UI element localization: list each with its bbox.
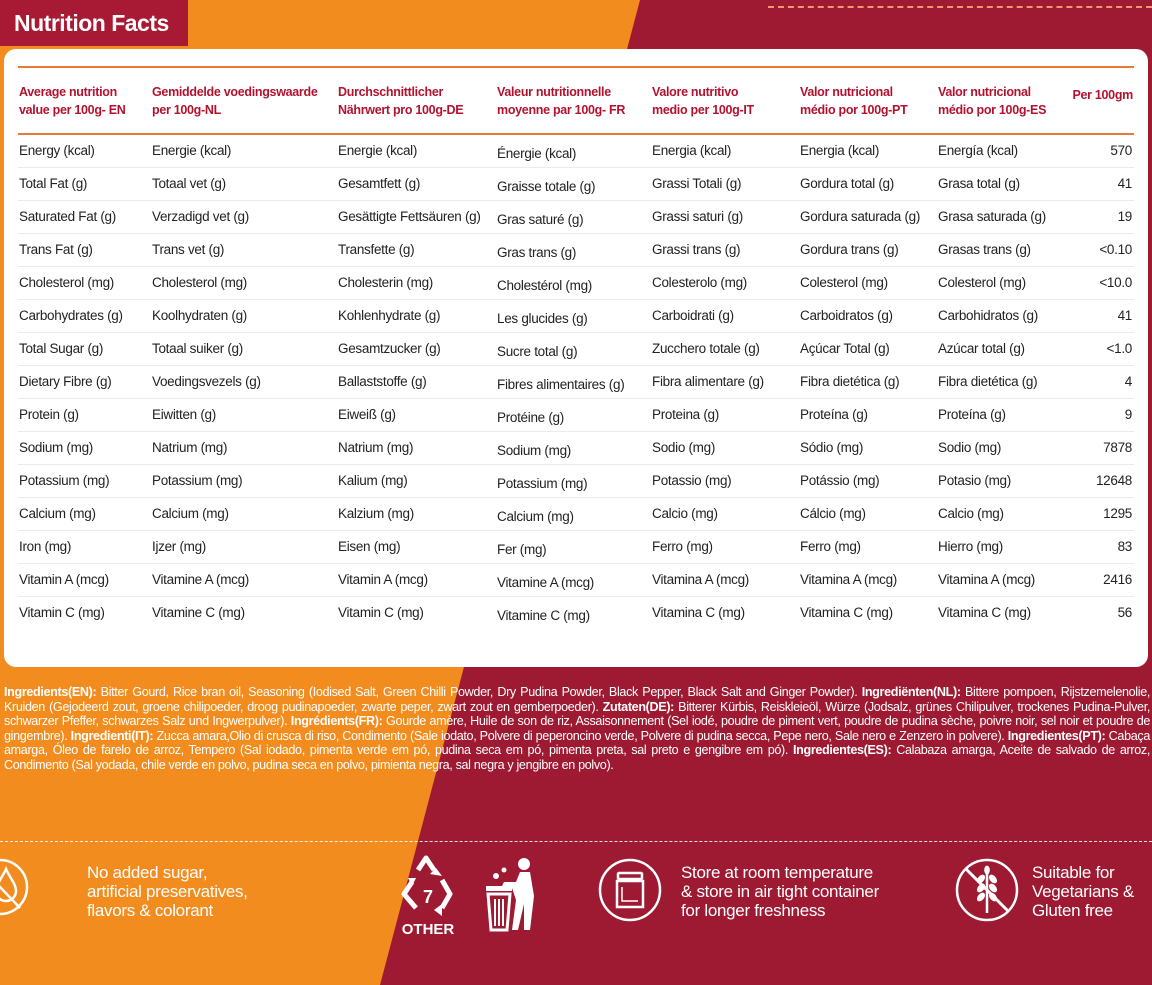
label-cell: Vitamina C (mg) [938,605,1031,621]
no-wheat-icon [954,857,1020,923]
value-cell: 4 [1061,365,1134,398]
label-cell: Cholestérol (mg) [496,266,651,299]
value-cell: 12648 [1061,464,1134,497]
label-cell: Sucre total (g) [496,332,651,365]
label-cell: Azúcar total (g) [937,332,1061,365]
label-cell: Vitamine A (mcg) [151,563,337,596]
feature-line: artificial preservatives, [87,882,248,901]
label-cell: Natrium (mg) [151,431,337,464]
container-icon [597,857,663,923]
feature-line: & store in air tight container [681,882,879,901]
feature-line: Vegetarians & [1032,882,1134,901]
ingredients-list: Gourde amère, Huile de son de riz, Assaisonnement (Sel iodé, poudre de piment vert, poudre de pudina sèche, poivre noir, sel noir et poudre de gingembre). [4,714,1150,743]
table-row [18,200,1134,233]
label-cell: Gesamtzucker (g) [337,332,496,365]
label-cell: Calcio (mg) [937,497,1061,530]
label-cell: Dietary Fibre (g) [18,365,151,398]
label-cell: Vitamin A (mcg) [18,563,151,596]
label-cell: Proteina (g) [651,398,799,431]
label-cell: Grasa saturada (g) [937,200,1061,233]
ingredients-text [4,685,1150,773]
label-cell: Ballaststoffe (g) [337,365,496,398]
label-cell: Gras trans (g) [496,233,651,266]
label-cell: Vitamin C (mg) [338,605,424,621]
column-header-line: médio por 100g-ES [938,102,1047,117]
table-row [18,596,1134,629]
table-row [18,233,1134,266]
ingredients-label: Ingredientes(ES): [792,743,892,758]
label-cell: Potasio (mg) [937,464,1061,497]
label-cell: Energy (kcal) [18,134,151,167]
table-row [18,365,1134,398]
label-cell: Energie (kcal) [151,134,337,167]
column-header-line: Per 100gm [1072,88,1133,102]
label-cell: Gesättigte Fettsäuren (g) [337,200,496,233]
label-cell: Vitamin A (mcg) [337,563,496,596]
label-cell: Gordura total (g) [799,167,937,200]
table-row [18,530,1134,563]
column-header-line: value per 100g- EN [19,102,126,117]
page-title: Nutrition Facts [0,0,188,46]
column-header [651,67,799,134]
ingredients-list: Bittere pompoen, Rijstzemelenolie, Kruiden (Gejodeerd zout, groene chilipoeder, droog pudinapoeder, zwarte peper, zwart zout en gemberpoeder). [4,685,1151,714]
label-cell: Énergie (kcal) [496,134,651,167]
value-cell: 2416 [1061,563,1134,596]
label-cell: Eiweiß (g) [337,398,496,431]
column-header [799,67,937,134]
column-header-line: Valor nutricional [800,84,893,99]
value-cell: 19 [1061,200,1134,233]
label-cell: Proteína (g) [799,398,937,431]
label-cell: Sódio (mg) [799,431,937,464]
label-cell: Carboidrati (g) [651,299,799,332]
column-header-line: Gemiddelde voedingswaarde [152,84,318,99]
label-cell: Fibra dietética (g) [799,365,937,398]
label-cell: Natrium (mg) [337,431,496,464]
label-cell: Potassio (mg) [651,464,799,497]
column-header-line: médio por 100g-PT [800,102,908,117]
label-cell: Grasa total (g) [937,167,1061,200]
label-cell: Vitamina A (mcg) [937,563,1061,596]
label-cell: Carbohidratos (g) [937,299,1061,332]
label-cell: Fibra dietética (g) [937,365,1061,398]
ingredients-list: Cabaça amarga, Óleo de farelo de arroz, Tempero (Sal iodado, pimenta verde em pó, pudina seca em pó, pimenta preta, sal preto e gengibre em pó). [4,728,1150,758]
divider [0,841,1152,842]
ingredients-list: Bitter Gourd, Rice bran oil, Seasoning (Iodised Salt, Green Chilli Powder, Dry Pudina Powder, Black Pepper, Black Salt and Ginger Powder). [96,685,862,699]
label-cell: Energie (kcal) [337,134,496,167]
column-header-line: Valor nutricional [938,84,1031,99]
label-cell: Protéine (g) [496,398,651,431]
label-cell: Proteína (g) [937,398,1061,431]
value-cell: <1.0 [1061,332,1134,365]
label-cell: Hierro (mg) [937,530,1061,563]
label-cell: Calcium (mg) [496,497,651,530]
label-cell: Gordura saturada (g) [799,200,937,233]
label-cell: Gras saturé (g) [496,200,651,233]
label-cell: Vitamine C (mg) [497,608,590,624]
label-cell: Sodium (mg) [18,431,151,464]
label-cell: Verzadigd vet (g) [151,200,337,233]
label-cell: Vitamine C (mg) [152,605,245,621]
column-header [337,67,496,134]
label-cell: Iron (mg) [18,530,151,563]
value-cell: 9 [1061,398,1134,431]
column-header-line: per 100g-NL [152,102,221,117]
ingredients-label: Ingredients(EN): [4,685,97,699]
label-cell: Carbohydrates (g) [18,299,151,332]
label-cell: Saturated Fat (g) [18,200,151,233]
label-cell: Sodium (mg) [496,431,651,464]
label-cell: Kalium (mg) [337,464,496,497]
feature-line: Suitable for [1032,863,1115,882]
label-cell: Fibra alimentare (g) [651,365,799,398]
label-cell: Ijzer (mg) [151,530,337,563]
suitable-text [1032,863,1134,920]
no-drop-icon [0,856,28,912]
label-cell: Fer (mg) [496,530,651,563]
table-row [18,134,1134,167]
column-header [151,67,337,134]
table-row [18,266,1134,299]
no-added-sugar-text [87,863,248,920]
table-row [18,431,1134,464]
column-header [937,67,1061,134]
value-cell: 56 [1117,605,1132,621]
feature-line: No added sugar, [87,863,208,882]
label-cell: Les glucides (g) [496,299,651,332]
recycle-number: 7 [422,887,434,907]
value-cell: 41 [1061,167,1134,200]
label-cell: Trans vet (g) [151,233,337,266]
label-cell: Vitamina A (mcg) [799,563,937,596]
table-row [18,167,1134,200]
value-cell: 1295 [1061,497,1134,530]
label-cell: Energia (kcal) [651,134,799,167]
label-cell: Cholesterol (mg) [151,266,337,299]
label-cell: Potássio (mg) [799,464,937,497]
table-row [18,332,1134,365]
table-row [18,464,1134,497]
label-cell: Totaal suiker (g) [151,332,337,365]
label-cell: Calcio (mg) [651,497,799,530]
label-cell: Grassi trans (g) [651,233,799,266]
table-row [18,299,1134,332]
value-cell: 7878 [1061,431,1134,464]
label-cell: Kohlenhydrate (g) [337,299,496,332]
label-cell: Gesamtfett (g) [337,167,496,200]
label-cell: Eiwitten (g) [151,398,337,431]
value-cell: 83 [1061,530,1134,563]
column-header [496,67,651,134]
label-cell: Carboidratos (g) [799,299,937,332]
label-cell: Cálcio (mg) [799,497,937,530]
column-header-line: medio per 100g-IT [652,102,754,117]
label-cell: Ferro (mg) [799,530,937,563]
label-cell: Vitamina C (mg) [800,605,893,621]
recycle-label: OTHER [401,921,455,938]
dashed-rule [768,6,1152,8]
label-cell: Energia (kcal) [799,134,937,167]
column-header-line: Valore nutritivo [652,84,739,99]
label-cell: Vitamina C (mg) [652,605,745,621]
nutrition-table-card [4,49,1148,667]
label-cell: Graisse totale (g) [496,167,651,200]
ingredients-list: Calabaza amarga, Aceite de salvado de arroz, Condimento (Sal yodada, chile verde en polvo, pudina seca en polvo, pimienta negra, sal negra y jengibre en polvo). [4,743,1150,772]
column-header [1061,67,1134,134]
feature-line: Store at room temperature [681,863,873,882]
label-cell: Grassi Totali (g) [651,167,799,200]
column-header-line: Nährwert pro 100g-DE [338,102,464,117]
ingredients-label: Ingrédients(FR): [290,714,383,729]
ingredients-label: Ingredienti(IT): [70,728,154,743]
ingredients-label: Ingredientes(PT): [1007,728,1106,743]
label-cell: Potassium (mg) [18,464,151,497]
storage-text [681,863,879,920]
label-cell: Total Fat (g) [18,167,151,200]
feature-line: flavors & colorant [87,901,213,920]
ingredients-label: Zutaten(DE): [602,699,675,714]
label-cell: Açúcar Total (g) [799,332,937,365]
ingredients-label: Ingrediënten(NL): [861,685,961,699]
table-row [18,497,1134,530]
nutrition-table [18,66,1134,629]
recycle-icon [394,850,464,940]
value-cell: 570 [1061,134,1134,167]
label-cell: Colesterol (mg) [799,266,937,299]
column-header-line: moyenne par 100g- FR [497,102,626,117]
label-cell: Totaal vet (g) [151,167,337,200]
label-cell: Cholesterin (mg) [337,266,496,299]
label-cell: Transfette (g) [337,233,496,266]
value-cell: <0.10 [1061,233,1134,266]
label-cell: Cholesterol (mg) [18,266,151,299]
label-cell: Vitamine A (mcg) [496,563,651,596]
feature-line: Gluten free [1032,901,1113,920]
label-cell: Vitamin C (mg) [19,605,105,621]
label-cell: Grassi saturi (g) [651,200,799,233]
trash-bin-icon [482,856,542,932]
label-cell: Total Sugar (g) [18,332,151,365]
column-header-line: Valeur nutritionnelle [497,84,611,99]
column-header-line: Average nutrition [19,84,117,99]
label-cell: Colesterolo (mg) [651,266,799,299]
label-cell: Energía (kcal) [937,134,1061,167]
table-row [18,398,1134,431]
label-cell: Sodio (mg) [937,431,1061,464]
label-cell: Koolhydraten (g) [151,299,337,332]
label-cell: Colesterol (mg) [937,266,1061,299]
label-cell: Fibres alimentaires (g) [496,365,651,398]
label-cell: Potassium (mg) [496,464,651,497]
label-cell: Vitamina A (mcg) [651,563,799,596]
label-cell: Sodio (mg) [651,431,799,464]
label-cell: Ferro (mg) [651,530,799,563]
label-cell: Voedingsvezels (g) [151,365,337,398]
label-cell: Kalzium (mg) [337,497,496,530]
label-cell: Protein (g) [18,398,151,431]
table-header-row [18,67,1134,134]
feature-line: for longer freshness [681,901,826,920]
label-cell: Trans Fat (g) [18,233,151,266]
column-header-line: Durchschnittlicher [338,84,444,99]
value-cell: <10.0 [1061,266,1134,299]
column-header [18,67,151,134]
label-cell: Zucchero totale (g) [651,332,799,365]
ingredients-list: Zucca amara,Olio di crusca di riso, Condimento (Sale iodato, Polvere di peperoncino verde, Polvere di pudina secca, Pepe nero, Sale nero e Zenzero in polvere). [153,728,1008,743]
label-cell: Potassium (mg) [151,464,337,497]
label-cell: Gordura trans (g) [799,233,937,266]
label-cell: Calcium (mg) [151,497,337,530]
label-cell: Calcium (mg) [18,497,151,530]
value-cell: 41 [1061,299,1134,332]
label-cell: Grasas trans (g) [937,233,1061,266]
table-row [18,563,1134,596]
label-cell: Eisen (mg) [337,530,496,563]
ingredients-list: Bitterer Kürbis, Reiskleieöl, Würze (Jodsalz, grünes Chilipulver, trockenes Pudina-Pulver, schwarzer Pfeffer, schwarzes Salz und Ingwerpulver). [4,699,1150,729]
